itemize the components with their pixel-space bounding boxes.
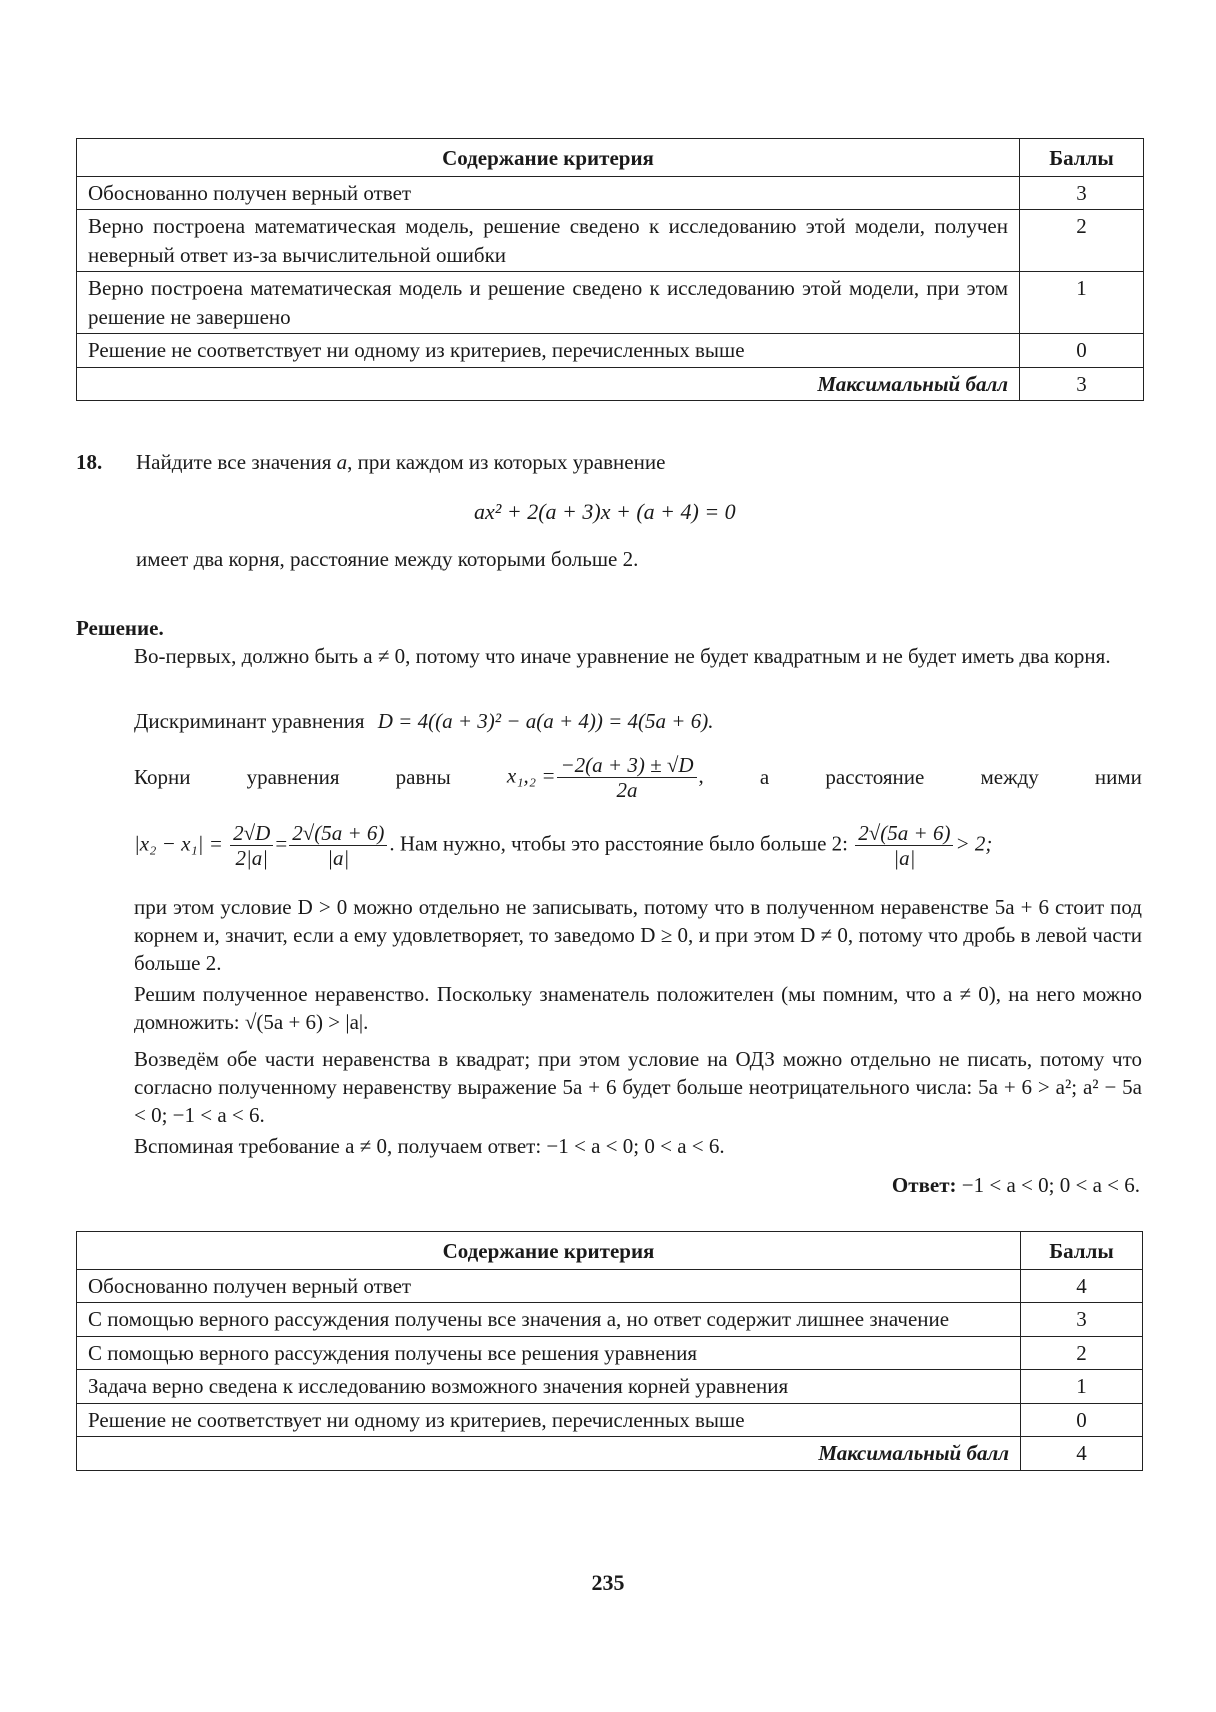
problem-statement [136, 449, 665, 477]
criterion-text: С помощью верного рассуждения получены все значения a, но ответ содержит лишнее значение [77, 1303, 1021, 1337]
fraction-denominator: 2|a| [235, 846, 269, 871]
criteria-table-bottom [76, 1231, 1143, 1471]
problem-equation [474, 497, 736, 526]
roots-word: между [980, 764, 1039, 789]
table-header-row [77, 1232, 1143, 1270]
distance-lhs: |x₂ − x₁| = [134, 831, 223, 856]
problem-number: 18. [76, 450, 103, 474]
table-row [77, 1336, 1143, 1370]
distance-fraction-3 [855, 821, 953, 870]
criterion-text: Задача верно сведена к исследованию возможного значения корней уравнения [77, 1370, 1021, 1404]
problem-text-part: , при каждом из которых уравнение [347, 450, 666, 474]
discriminant-formula: D = 4((a + 3)² − a(a + 4)) = 4(5a + 6). [377, 709, 714, 733]
table-row [77, 1370, 1143, 1404]
roots-word: уравнения [246, 764, 340, 789]
distance-fraction-1 [230, 821, 273, 870]
fraction-numerator: 2√(5a + 6) [855, 821, 953, 846]
discriminant-label: Дискриминант уравнения [134, 709, 365, 733]
header-criterion: Содержание критерия [77, 139, 1020, 177]
table-row [77, 334, 1144, 368]
solution-heading: Решение. [76, 616, 164, 640]
fraction-numerator: −2(a + 3) ± √D [557, 753, 696, 778]
problem-condition: имеет два корня, расстояние между которыми больше 2. [136, 547, 639, 571]
discriminant-line [134, 708, 1142, 736]
table-header-row [77, 139, 1144, 177]
page-number: 235 [591, 1570, 625, 1595]
criterion-text: Обоснованно получен верный ответ [77, 1269, 1021, 1303]
answer-value: −1 < a < 0; 0 < a < 6. [961, 1173, 1140, 1197]
criterion-text: Верно построена математическая модель и решение сведено к исследованию этой модели, при этом решение не завершено [77, 272, 1020, 334]
solution-paragraph-1: Во-первых, должно быть a ≠ 0, потому что иначе уравнение не будет квадратным и не будет иметь два корня. [134, 644, 1111, 668]
roots-word: расстояние [825, 764, 925, 789]
criterion-points: 2 [1020, 210, 1144, 272]
criterion-points: 4 [1021, 1269, 1143, 1303]
roots-fraction [557, 753, 696, 802]
roots-word: Корни [134, 764, 191, 789]
distance-end: > 2; [955, 831, 993, 856]
criterion-points: 3 [1021, 1303, 1143, 1337]
max-score-value: 3 [1020, 367, 1144, 401]
roots-word: равны [395, 764, 451, 789]
roots-word: а [759, 764, 770, 789]
distance-fraction-2 [289, 821, 387, 870]
distance-line: |x₂ − x₁| = $\frac{2√D}{2|a|}$ = $\frac{2√(5a + 6)}{|a|}$ . Нам нужно, чтобы это расстояние было больше 2: $\frac{2√(5a + 6)}{|a|}$ > 2; [134, 821, 993, 871]
criterion-text: С помощью верного рассуждения получены все решения уравнения [77, 1336, 1021, 1370]
fraction-denominator: |a| [893, 846, 916, 871]
roots-formula: x₁,₂ = $\frac{-2(a + 3) \pm √D}{2a}$ , [506, 753, 704, 803]
table-row [77, 210, 1144, 272]
table-row [77, 1269, 1143, 1303]
answer-line [892, 1172, 1140, 1200]
table-row [77, 1303, 1143, 1337]
problem-text-part: Найдите все значения [136, 450, 337, 474]
criterion-points: 1 [1021, 1370, 1143, 1404]
header-points: Баллы [1021, 1232, 1143, 1270]
roots-word: ними [1094, 764, 1142, 789]
solution-paragraph-5: Возведём обе части неравенства в квадрат; при этом условие на ОДЗ можно отдельно не писать, потому что согласно полученному неравенству выражение 5a + 6 будет больше неотрицательного числа: 5a + 6 > a²; a² − 5a < 0; −1 < a < 6. [134, 1047, 1142, 1127]
header-criterion: Содержание критерия [77, 1232, 1021, 1270]
max-score-row [77, 1437, 1143, 1471]
max-score-label: Максимальный балл [77, 1437, 1021, 1471]
solution-paragraph-4: Решим полученное неравенство. Поскольку знаменатель положителен (мы помним, что a ≠ 0), на него можно домножить: √(5a + 6) > |a|. [134, 982, 1142, 1034]
distance-text: . Нам нужно, чтобы это расстояние было больше 2: [389, 831, 849, 856]
solution-paragraph-3: при этом условие D > 0 можно отдельно не записывать, потому что в полученном неравенстве 5a + 6 стоит под корнем и, значит, если a ему удовлетворяет, то заведомо D ≥ 0, и при этом D ≠ 0, потому что дробь в левой части больше 2. [134, 895, 1142, 975]
max-score-row [77, 367, 1144, 401]
table-row [77, 176, 1144, 210]
criteria-table-top [76, 138, 1144, 401]
criterion-points: 1 [1020, 272, 1144, 334]
max-score-label: Максимальный балл [77, 367, 1020, 401]
table-row [77, 272, 1144, 334]
answer-label: Ответ: [891, 1173, 957, 1197]
roots-lhs: x₁,₂ = [506, 763, 556, 788]
criterion-points: 0 [1021, 1403, 1143, 1437]
roots-line [134, 753, 1142, 802]
criterion-text: Верно построена математическая модель, решение сведено к исследованию этой модели, получен неверный ответ из-за вычислительной ошибки [77, 210, 1020, 272]
fraction-numerator: 2√(5a + 6) [289, 821, 387, 846]
criterion-points: 2 [1021, 1336, 1143, 1370]
fraction-denominator: 2a [616, 778, 638, 803]
problem-variable: a [336, 450, 348, 474]
criterion-points: 3 [1020, 176, 1144, 210]
fraction-denominator: |a| [327, 846, 350, 871]
table-row [77, 1403, 1143, 1437]
solution-paragraph-6: Вспоминая требование a ≠ 0, получаем ответ: −1 < a < 0; 0 < a < 6. [134, 1134, 725, 1158]
criterion-text: Обоснованно получен верный ответ [77, 176, 1020, 210]
fraction-numerator: 2√D [230, 821, 273, 846]
max-score-value: 4 [1021, 1437, 1143, 1471]
criterion-points: 0 [1020, 334, 1144, 368]
criterion-text: Решение не соответствует ни одному из критериев, перечисленных выше [77, 334, 1020, 368]
criterion-text: Решение не соответствует ни одному из критериев, перечисленных выше [77, 1403, 1021, 1437]
header-points: Баллы [1020, 139, 1144, 177]
equation-text: ax² + 2(a + 3)x + (a + 4) = 0 [474, 499, 736, 524]
